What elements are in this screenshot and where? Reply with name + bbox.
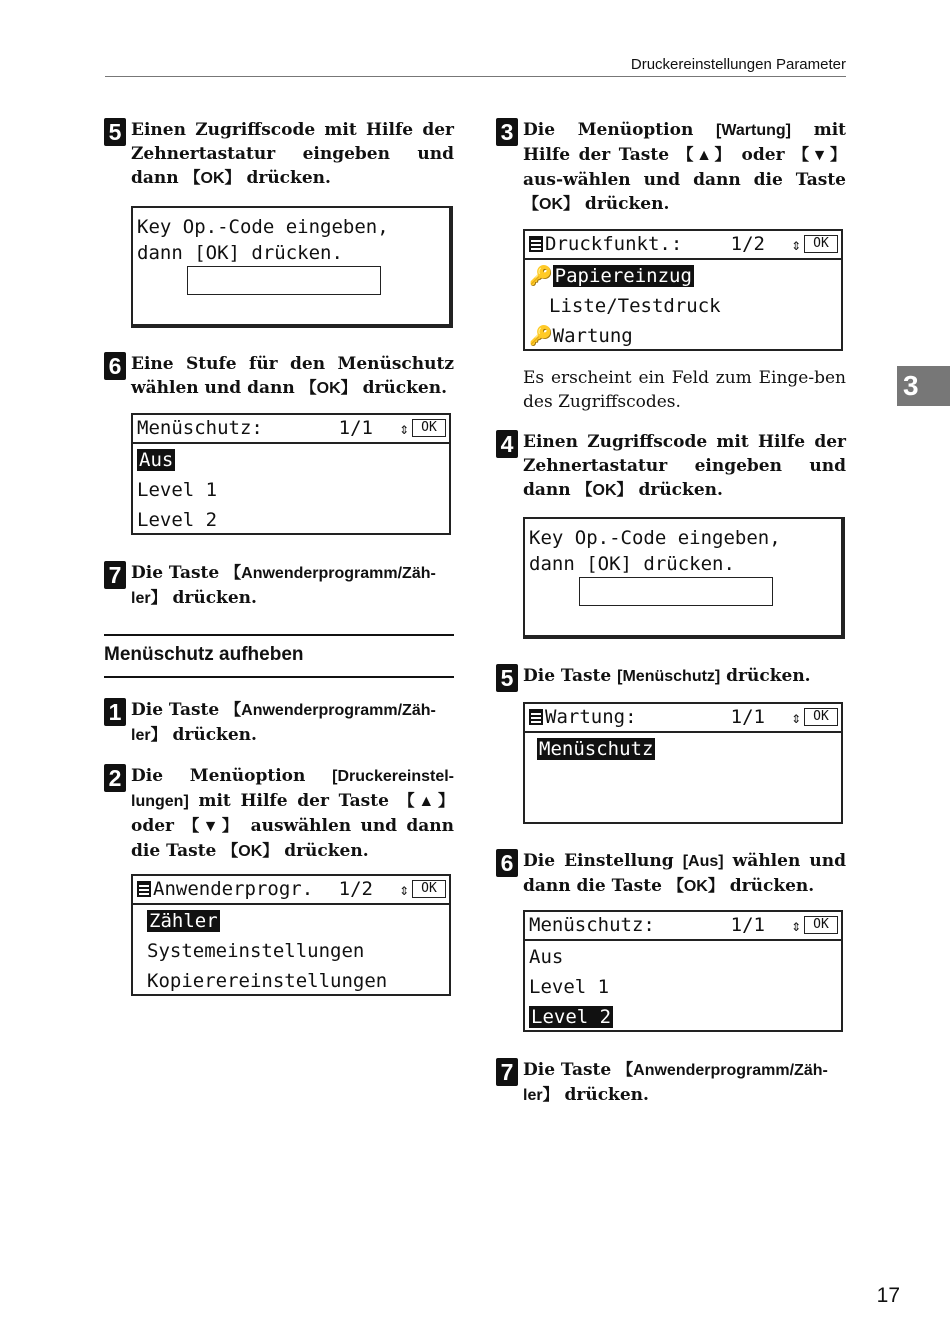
- lcd-title: Wartung:: [529, 704, 637, 731]
- lcd-item-menuschutz[interactable]: Menüschutz: [539, 738, 654, 760]
- header-rule: [105, 76, 846, 77]
- step-text: Einen Zugriffscode mit Hilfe der Zehnertastatur eingeben und dann 【OK】 drücken.: [131, 120, 454, 188]
- document-icon: [137, 881, 151, 897]
- note-text: Es erscheint ein Feld zum Einge-ben des Zugriffscodes.: [523, 368, 846, 412]
- step-text: Die Einstellung [Aus] wählen und dann die Taste 【OK】 drücken.: [523, 851, 846, 896]
- lcd-item-aus[interactable]: Aus: [529, 946, 564, 968]
- running-header: Druckereinstellungen Parameter: [630, 56, 846, 73]
- lcd-user-tools: [131, 874, 451, 996]
- page-number: 17: [876, 1284, 900, 1307]
- subhead-rule-top: [104, 634, 454, 636]
- menu-option-name: [Menüschutz]: [617, 668, 721, 685]
- step-text: Die Taste 【Anwenderprogramm/Zäh-ler】 drücken.: [131, 700, 436, 745]
- key-ok: 【OK】: [222, 843, 279, 860]
- lcd-page: 1/2: [338, 878, 373, 900]
- step-number: 5: [496, 664, 518, 692]
- key-ok: 【OK】: [576, 482, 633, 499]
- menu-option-name: [Wartung]: [716, 122, 791, 139]
- step-text: Die Taste 【Anwenderprogramm/Zäh-ler】 drücken.: [131, 563, 436, 608]
- subhead-rule-bottom: [104, 676, 454, 678]
- chapter-tab: 3: [897, 366, 950, 406]
- key-down: 【▼】: [183, 818, 242, 835]
- lcd-item-level-1[interactable]: Level 1: [137, 479, 218, 501]
- menu-option-name: [Aus]: [682, 853, 724, 870]
- key-down: 【▼】: [793, 147, 846, 164]
- key-lock-icon: 🔑: [529, 265, 553, 287]
- lcd-code-entry: [131, 206, 453, 328]
- lcd-code-entry-2: [523, 517, 845, 639]
- step-text: Die Taste 【Anwenderprogramm/Zäh-ler】 drücken.: [523, 1060, 828, 1105]
- key-user-tools: 【Anwenderprogramm/Zäh-ler】: [523, 1062, 828, 1104]
- key-ok: 【OK】: [184, 170, 241, 187]
- lcd-page: 1/1: [338, 417, 373, 439]
- key-ok: 【OK】: [300, 380, 357, 397]
- updown-arrow-icon: ⇕: [399, 419, 409, 438]
- lcd-printer-features: [523, 229, 843, 351]
- lcd-header: [133, 876, 449, 905]
- ok-icon: OK: [412, 880, 446, 898]
- step-text: Eine Stufe für den Menüschutz wählen und dann 【OK】 drücken.: [131, 354, 454, 398]
- lcd-item-aus[interactable]: Aus: [139, 449, 174, 471]
- lcd-item-level-2[interactable]: Level 2: [531, 1006, 612, 1028]
- ok-icon: OK: [412, 419, 446, 437]
- lcd-item-counter[interactable]: Zähler: [149, 910, 218, 932]
- key-ok: 【OK】: [667, 878, 724, 895]
- lcd-menuschutz-2: [523, 910, 843, 1032]
- updown-arrow-icon: ⇕: [399, 880, 409, 899]
- lcd-title: Anwenderprogr.: [137, 876, 313, 903]
- lcd-item-list-test-print[interactable]: Liste/Testdruck: [549, 295, 721, 317]
- lcd-page: 1/2: [730, 233, 765, 255]
- updown-arrow-icon: ⇕: [791, 916, 801, 935]
- step-text: Einen Zugriffscode mit Hilfe der Zehnertastatur eingeben und dann 【OK】 drücken.: [523, 432, 846, 500]
- key-ok: 【OK】: [523, 196, 580, 213]
- lcd-line: Key Op.-Code eingeben,: [137, 216, 389, 238]
- step-text: Die Menüoption [Druckereinstel-lungen] mit Hilfe der Taste 【▲】 oder 【▼】 auswählen und dann die Taste 【OK】 drücken.: [131, 766, 455, 861]
- key-up: 【▲】: [677, 147, 734, 164]
- step-number: 3: [496, 118, 518, 146]
- step-number: 7: [496, 1058, 518, 1086]
- key-user-tools: 【Anwenderprogramm/Zäh-ler】: [131, 702, 436, 744]
- step-text: Die Taste [Menüschutz] drücken.: [523, 666, 811, 686]
- lcd-item-system-settings[interactable]: Systemeinstellungen: [147, 940, 365, 962]
- lcd-item-copier-settings[interactable]: Kopierereinstellungen: [147, 970, 388, 992]
- key-up: 【▲】: [398, 793, 455, 810]
- step-number: 4: [496, 430, 518, 458]
- lcd-title: Menüschutz:: [137, 417, 263, 439]
- document-icon: [529, 709, 543, 725]
- lcd-page: 1/1: [730, 706, 765, 728]
- lcd-line: dann [OK] drücken.: [529, 553, 735, 575]
- lcd-title: Menüschutz:: [529, 914, 655, 936]
- ok-icon: OK: [804, 235, 838, 253]
- step-text: Die Menüoption [Wartung] mit Hilfe der Taste 【▲】 oder 【▼】 aus-wählen und dann die Taste 【OK】 drücken.: [523, 120, 846, 214]
- lcd-maintenance: [523, 702, 843, 824]
- lcd-item-level-1[interactable]: Level 1: [529, 976, 610, 998]
- code-input-box[interactable]: [579, 577, 773, 606]
- step-number: 6: [104, 352, 126, 380]
- step-number: 1: [104, 698, 126, 726]
- key-user-tools: 【Anwenderprogramm/Zäh-ler】: [131, 565, 436, 607]
- step-number: 7: [104, 561, 126, 589]
- lcd-header: [525, 704, 841, 733]
- ok-icon: OK: [804, 708, 838, 726]
- lcd-title: Druckfunkt.:: [529, 231, 682, 258]
- lcd-page: 1/1: [730, 914, 765, 936]
- lcd-header: [525, 231, 841, 260]
- lcd-item-maintenance[interactable]: 🔑Wartung: [529, 325, 633, 347]
- section-heading: Menüschutz aufheben: [104, 644, 304, 665]
- code-input-box[interactable]: [187, 266, 381, 295]
- lcd-item-level-2[interactable]: Level 2: [137, 509, 218, 531]
- lcd-header: [525, 912, 841, 941]
- step-number: 2: [104, 764, 126, 792]
- key-lock-icon: 🔑: [529, 325, 553, 347]
- step-number: 5: [104, 118, 126, 146]
- updown-arrow-icon: ⇕: [791, 708, 801, 727]
- document-icon: [529, 236, 543, 252]
- lcd-line: dann [OK] drücken.: [137, 242, 343, 264]
- step-number: 6: [496, 849, 518, 877]
- ok-icon: OK: [804, 916, 838, 934]
- lcd-header: [133, 415, 449, 444]
- lcd-item-paper-input[interactable]: 🔑 Papiereinzug: [529, 265, 692, 287]
- menu-option-name: [Druckereinstel-lungen]: [131, 768, 454, 810]
- lcd-menuschutz: [131, 413, 451, 535]
- lcd-line: Key Op.-Code eingeben,: [529, 527, 781, 549]
- updown-arrow-icon: ⇕: [791, 235, 801, 254]
